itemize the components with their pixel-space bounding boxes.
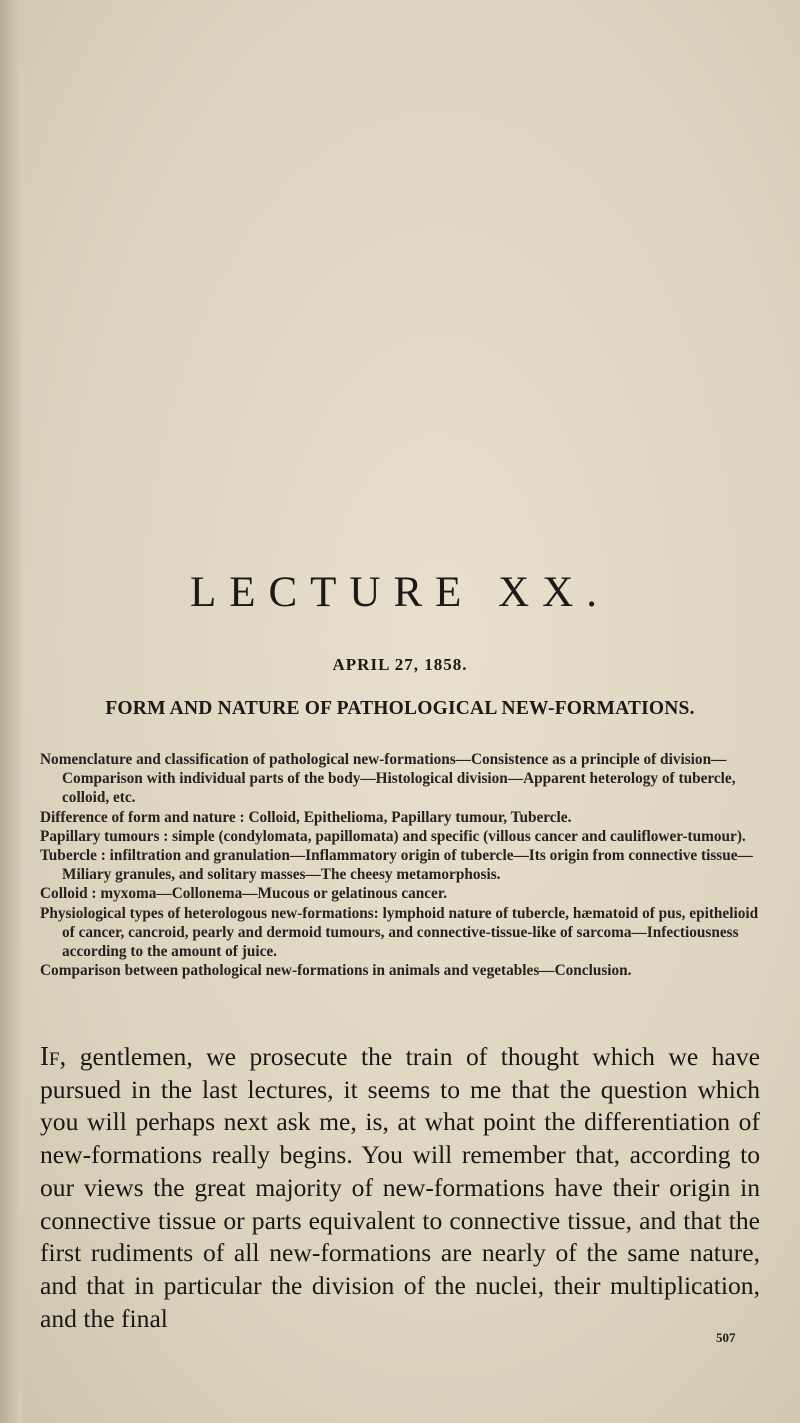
summary-item: Difference of form and nature : Colloid, Epithelioma, Papillary tumour, Tubercle. xyxy=(40,808,572,826)
body-paragraph xyxy=(40,1040,760,1335)
summary-item: Tubercle : infiltration and granulation—Inflammatory origin of tubercle—Its origin from connective tissue—Miliary granules, and solitary masses—The cheesy metamorphosis. xyxy=(40,847,753,884)
chapter-summary xyxy=(40,750,764,980)
page-number: 507 xyxy=(716,1330,736,1345)
lecture-date: APRIL 27, 1858. xyxy=(332,655,468,674)
chapter-heading: FORM AND NATURE OF PATHOLOGICAL NEW-FORMATIONS. xyxy=(105,698,695,719)
lead-word: If, xyxy=(40,1041,67,1071)
summary-item: Papillary tumours : simple (condylomata, papillomata) and specific (villous cancer and cauliflower-tumour). xyxy=(40,827,746,845)
summary-item: Nomenclature and classification of pathological new-formations—Consistence as a principle of division—Comparison with individual parts of the body—Histological division—Apparent heterology of tubercle, colloid, etc. xyxy=(40,751,736,807)
summary-item: Colloid : myxoma—Collonema—Mucous or gelatinous cancer. xyxy=(40,885,448,903)
summary-item: Physiological types of heterologous new-formations: lymphoid nature of tubercle, hæmatoid of pus, epithelioid of cancer, cancroid, pearly and dermoid tumours, and connective-tissue-like of sarcoma—Infectiousness according to the amount of juice. xyxy=(40,904,759,961)
lecture-title: LECTURE XX. xyxy=(189,569,611,616)
body-text: gentlemen, we prosecute the train of thought which we have pursued in the last lectures, it seems to me that the question which you will perhaps next ask me, is, at what point the differentiation of new-formations really begins. You will remember that, according to our views the great majority of new-formations have their origin in connective tissue or parts equivalent to connective tissue, and that the first rudiments of all new-formations are nearly of the same nature, and that in particular the division of the nuclei, their multiplication, and the final xyxy=(40,1042,760,1333)
summary-item: Comparison between pathological new-formations in animals and vegetables—Conclusion. xyxy=(40,962,632,980)
